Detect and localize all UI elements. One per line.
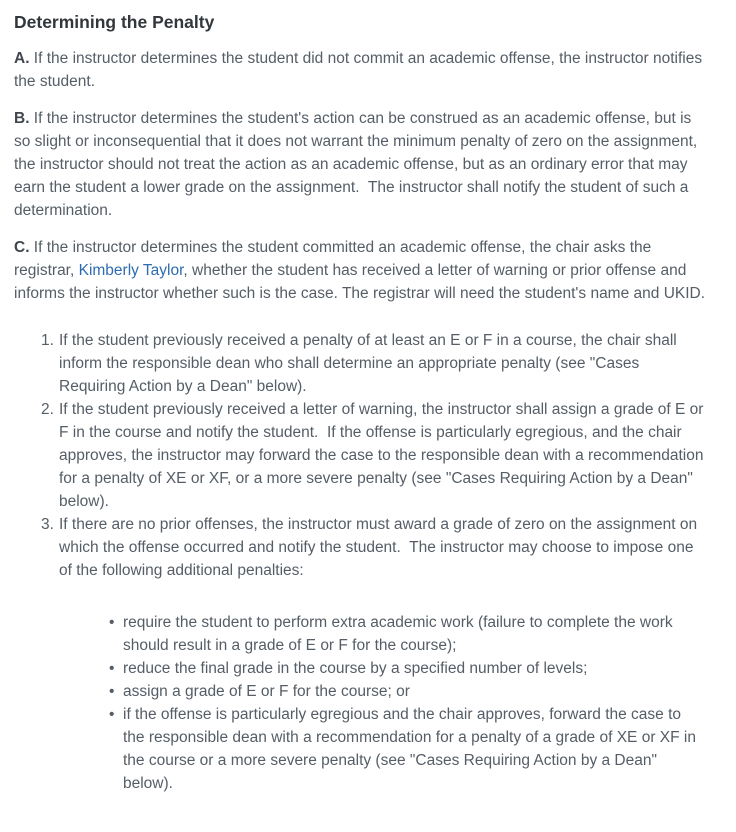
- paragraph-c: [14, 236, 706, 305]
- penalty-numbered-list: [14, 329, 706, 582]
- numbered-item-3: [41, 513, 706, 582]
- bullet-item-1: • require the student to perform extra academic work (failure to complete the work should result in a grade of E or F for the course);: [123, 611, 706, 657]
- numbered-item-3-marker: 3.: [41, 516, 54, 533]
- paragraph-b-text: If the instructor determines the student's action can be construed as an academic offense, but is so slight or inconsequential that it does not warrant the minimum penalty of zero on the assignment, the instructor should not treat the action as an academic offense, but as an ordinary error that may earn the student a lower grade on the assignment. The instructor shall notify the student of such a determination.: [14, 110, 702, 219]
- numbered-item-2-marker: 2.: [41, 401, 54, 418]
- paragraph-c-text-after-link: , whether the student has received a letter of warning or prior offense and informs the instructor whether such is the case. The registrar will need the student's name and UKID.: [14, 262, 706, 302]
- numbered-item-1-marker: 1.: [41, 332, 54, 349]
- paragraph-c-text-before-link: If the instructor determines the student committed an academic offense, the chair asks the registrar,: [14, 239, 656, 279]
- paragraph-b: [14, 107, 706, 222]
- paragraph-a-label: A.: [14, 50, 30, 67]
- numbered-item-3-text: If there are no prior offenses, the instructor must award a grade of zero on the assignment on which the offense occurred and notify the student. The instructor may choose to impose one of the following additional penalties:: [59, 516, 702, 579]
- bullet-item-2: • reduce the final grade in the course by a specified number of levels;: [123, 657, 706, 680]
- numbered-item-2: [41, 398, 708, 513]
- paragraph-c-label: C.: [14, 239, 30, 256]
- section-heading: Determining the Penalty: [14, 12, 215, 32]
- registrar-link[interactable]: Kimberly Taylor: [78, 262, 184, 279]
- bullet-item-3: • assign a grade of E or F for the course; or: [123, 680, 706, 703]
- additional-penalties-bullet-list: [14, 611, 706, 795]
- numbered-item-1-text: If the student previously received a penalty of at least an E or F in a course, the chair shall inform the responsible dean who shall determine an appropriate penalty (see "Cases Requiring Action by a Dean" below).: [59, 332, 682, 395]
- numbered-item-1: [41, 329, 706, 398]
- paragraph-a-text: If the instructor determines the student did not commit an academic offense, the instructor notifies the student.: [14, 50, 707, 90]
- paragraph-b-label: B.: [14, 110, 30, 127]
- bullet-item-4: • if the offense is particularly egregious and the chair approves, forward the case to the responsible dean with a recommendation for a penalty of a grade of XE or XF in the course or a more severe penalty (see "Cases Requiring Action by a Dean" below).: [123, 703, 706, 795]
- paragraph-a: [14, 47, 706, 93]
- numbered-item-2-text: If the student previously received a letter of warning, the instructor shall assign a grade of E or F in the course and notify the student. If the offense is particularly egregious, and the chair approves, the instructor may forward the case to the responsible dean with a recommendation for a penalty of XE or XF, or a more severe penalty (see "Cases Requiring Action by a Dean" below).: [59, 401, 708, 510]
